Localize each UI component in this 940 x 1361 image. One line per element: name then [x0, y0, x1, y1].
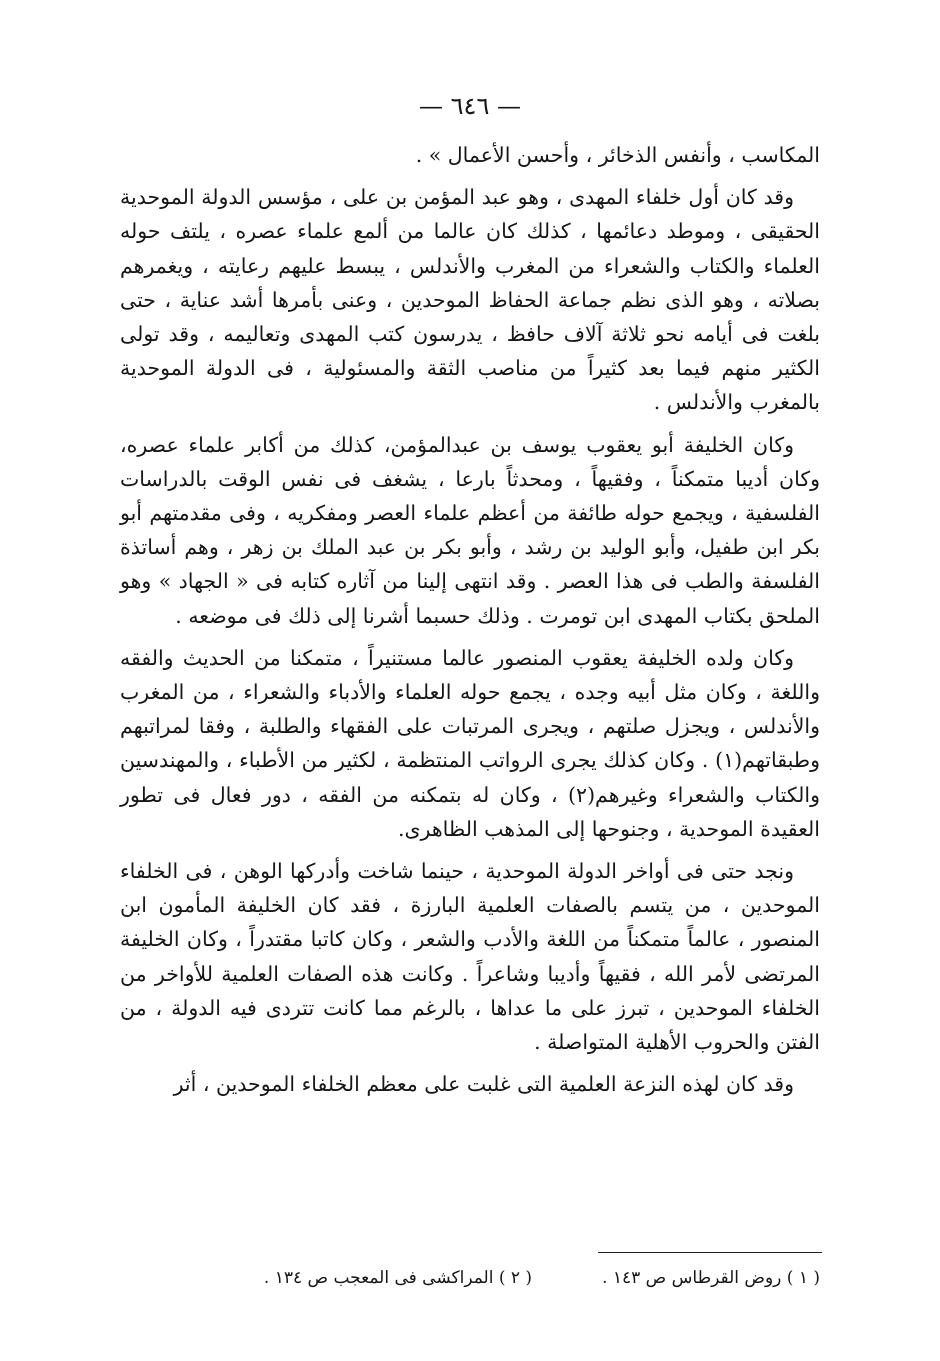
- footnotes: [120, 1266, 820, 1290]
- paragraph-6: وقد كان لهذه النزعة العلمية التى غلبت على معظم الخلفاء الموحدين ، أثر: [173, 1072, 794, 1097]
- paragraph-4: وكان ولده الخليفة يعقوب المنصور عالما مستنيراً ، متمكنا من الحديث والفقه واللغة ، وكان مثل أبيه وجده ، يجمع حوله العلماء والأدباء والشعراء ، من المغرب والأندلس ، ويجزل صلتهم ، ويجرى المرتبات على الفقهاء والطلبة ، وفقا لمراتبهم وطبقاتهم(١) . وكان كذلك يجرى الرواتب المنتظمة ، لكثير من الأطباء ، والمهندسين والكتاب والشعراء وغيرهم(٢) ، وكان له بتمكنه من الفقه ، دور فعال فى تطور العقيدة الموحدية ، وجنوحها إلى المذهب الظاهرى.: [120, 645, 820, 841]
- footnote-1: ( ١ ) روض القرطاس ص ١٤٣ .: [602, 1268, 820, 1288]
- paragraph-2: وقد كان أول خلفاء المهدى ، وهو عبد المؤمن بن على ، مؤسس الدولة الموحدية الحقيقى ، وموطد دعائمها ، كذلك كان عالما من ألمع علماء عصره ، يلتف حوله العلماء والكتاب والشعراء من المغرب والأندلس ، يبسط عليهم رعايته ، ويغمرهم بصلاته ، وهو الذى نظم جماعة الحفاظ الموحدين ، وعنى بأمرها أشد عناية ، حتى بلغت فى أيامه نحو ثلاثة آلاف حافظ ، يدرسون كتب المهدى وتعاليمه ، وقد تولى الكثير منهم فيما بعد كثيراً من مناصب الثقة والمسئولية ، فى الدولة الموحدية بالمغرب والأندلس .: [120, 185, 820, 415]
- paragraph-3: وكان الخليفة أبو يعقوب يوسف بن عبدالمؤمن، كذلك من أكابر علماء عصره، وكان أديبا متمكناً ، وفقيهاً ، ومحدثاً بارعا ، يشغف فى نفس الوقت بالدراسات الفلسفية ، ويجمع حوله طائفة من أعظم علماء العصر ومفكريه ، وفى مقدمتهم أبو بكر ابن طفيل، وأبو الوليد بن رشد ، وأبو بكر بن عبد الملك بن زهر ، وهم أساتذة الفلسفة والطب فى هذا العصر . وقد انتهى إلينا من آثاره كتابه فى « الجهاد » وهو الملحق بكتاب المهدى ابن تومرت . وذلك حسبما أشرنا إلى ذلك فى موضعه .: [120, 432, 820, 628]
- body-text: [120, 138, 820, 1109]
- footnote-2: ( ٢ ) المراكشى فى المعجب ص ١٣٤ .: [263, 1268, 533, 1288]
- paragraph-1: المكاسب ، وأنفس الذخائر ، وأحسن الأعمال » .: [415, 143, 820, 167]
- paragraph-5: ونجد حتى فى أواخر الدولة الموحدية ، حينما شاخت وأدركها الوهن ، فى الخلفاء الموحدين ، من يتسم بالصفات العلمية البارزة ، فقد كان الخليفة المأمون ابن المنصور ، عالماً متمكناً من اللغة والأدب والشعر ، وكان كاتبا مقتدراً ، وكان الخليفة المرتضى لأمر الله ، فقيهاً وأديبا وشاعراً . وكانت هذه الصفات العلمية للأواخر من الخلفاء الموحدين ، تبرز على ما عداها ، بالرغم مما كانت تتردى فيه الدولة ، من الفتن والحروب الأهلية المتواصلة .: [120, 859, 821, 1055]
- page-number: — ٦٤٦ —: [419, 92, 521, 120]
- footnote-divider: [598, 1252, 822, 1253]
